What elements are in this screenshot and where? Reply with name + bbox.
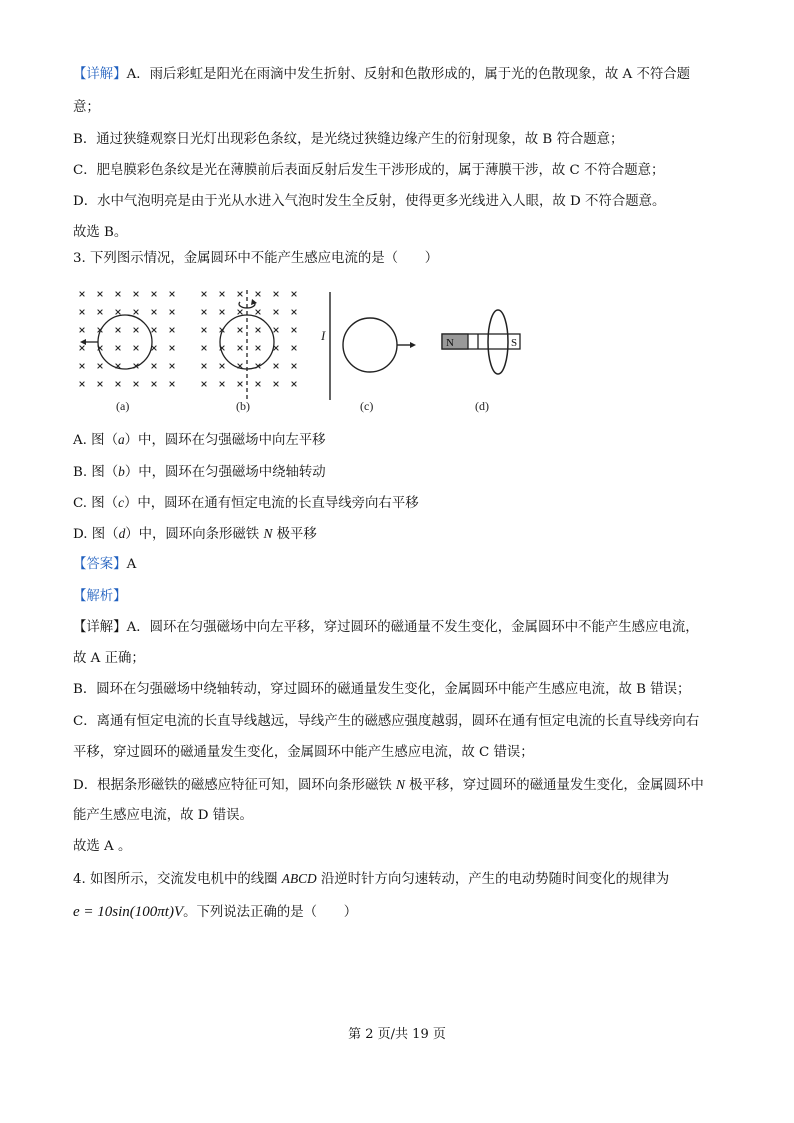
- field-cross-icon: [98, 310, 103, 315]
- field-cross-icon: [134, 346, 139, 351]
- figure-a: [80, 292, 175, 387]
- q3-explain-d-cont: 能产生感应电流，故 D 错误。: [73, 808, 253, 823]
- q4-stem: 4. 如图所示，交流发电机中的线圈 ABCD 沿逆时针方向匀速转动，产生的电动势随时间变化的规律为: [73, 871, 670, 887]
- field-cross-icon: [292, 292, 297, 297]
- field-cross-icon: [152, 310, 157, 315]
- field-cross-icon: [152, 382, 157, 387]
- field-cross-icon: [220, 310, 225, 315]
- arrow-head-a: [80, 339, 86, 345]
- q3-option-b: B. 图（b）中，圆环在匀强磁场中绕轴转动: [73, 464, 326, 480]
- field-cross-icon: [274, 346, 279, 351]
- field-cross-icon: [202, 310, 207, 315]
- field-cross-icon: [170, 310, 175, 315]
- field-cross-icon: [292, 346, 297, 351]
- q3-explain-b: B．圆环在匀强磁场中绕轴转动，穿过圆环的磁通量发生变化，金属圆环中能产生感应电流，故 B 错误；: [73, 682, 691, 697]
- answer-tag: 【答案】: [73, 557, 127, 572]
- field-cross-icon: [152, 346, 157, 351]
- q3-explain-a-cont: 故 A 正确；: [73, 651, 145, 666]
- field-cross-icon: [274, 310, 279, 315]
- field-cross-icon: [152, 364, 157, 369]
- q3-explain-c-cont: 平移，穿过圆环的磁通量发生变化，金属圆环中能产生感应电流，故 C 错误；: [73, 745, 534, 760]
- rotation-arrow-head: [251, 299, 257, 305]
- field-cross-icon: [292, 310, 297, 315]
- field-cross-icon: [80, 382, 85, 387]
- field-cross-icon: [80, 292, 85, 297]
- field-cross-icon: [292, 364, 297, 369]
- field-cross-icon: [170, 346, 175, 351]
- field-cross-icon: [80, 328, 85, 333]
- figure-c: [320, 292, 416, 400]
- field-cross-icon: [80, 364, 85, 369]
- field-cross-icon: [98, 382, 103, 387]
- q2-explain-c: C．肥皂膜彩色条纹是光在薄膜前后表面反射后发生干涉形成的，属于薄膜干涉，故 C 不符合题意；: [73, 163, 665, 178]
- field-cross-icon: [202, 346, 207, 351]
- field-cross-icon: [116, 328, 121, 333]
- magnet-s-label: S: [511, 337, 518, 349]
- field-cross-icon: [274, 382, 279, 387]
- q3-explain-c: C．离通有恒定电流的长直导线越远，导线产生的磁感应强度越弱，圆环在通有恒定电流的长直导线旁向右: [73, 714, 700, 729]
- q2-explain-a-cont: 意；: [73, 100, 100, 115]
- field-cross-icon: [256, 382, 261, 387]
- field-cross-icon: [256, 310, 261, 315]
- field-cross-icon: [202, 382, 207, 387]
- q2-choice: 故选 B。: [73, 225, 128, 240]
- q3-explain-a: 【详解】A．圆环在匀强磁场中向左平移，穿过圆环的磁通量不发生变化，金属圆环中不能产生感应电流，: [73, 620, 699, 635]
- field-cross-icon: [116, 292, 121, 297]
- field-cross-icon: [170, 292, 175, 297]
- figure-d: [442, 310, 520, 374]
- label-a: (a): [116, 399, 130, 413]
- field-cross-icon: [152, 328, 157, 333]
- q3-choice: 故选 A 。: [73, 839, 132, 854]
- field-cross-icon: [238, 382, 243, 387]
- field-cross-icon: [80, 346, 85, 351]
- label-b: (b): [236, 399, 250, 413]
- field-cross-icon: [134, 382, 139, 387]
- field-cross-icon: [170, 382, 175, 387]
- field-cross-icon: [116, 310, 121, 315]
- field-cross-icon: [292, 328, 297, 333]
- magnet-n-label: N: [446, 337, 454, 349]
- field-cross-icon: [220, 292, 225, 297]
- field-cross-icon: [202, 364, 207, 369]
- figure-b: [202, 290, 297, 400]
- field-cross-icon: [98, 364, 103, 369]
- field-cross-icon: [238, 292, 243, 297]
- q3-explain-d: D．根据条形磁铁的磁感应特征可知，圆环向条形磁铁 N 极平移，穿过圆环的磁通量发生变化，金属圆环中: [73, 777, 704, 793]
- q4-stem-cont: e = 10sin(100πt)V。下列说法正确的是（ ）: [73, 904, 358, 920]
- q3-analysis-tag: 【解析】: [73, 589, 127, 604]
- ring-c: [343, 318, 397, 372]
- label-c: (c): [360, 399, 374, 413]
- field-cross-icon: [256, 328, 261, 333]
- field-cross-icon: [220, 364, 225, 369]
- field-cross-icon: [116, 382, 121, 387]
- field-cross-icon: [274, 364, 279, 369]
- field-cross-icon: [170, 364, 175, 369]
- q3-stem: 3. 下列图示情况，金属圆环中不能产生感应电流的是（ ）: [73, 251, 439, 266]
- field-cross-icon: [202, 328, 207, 333]
- q3-answer: 【答案】A: [73, 557, 137, 572]
- field-cross-icon: [134, 292, 139, 297]
- q3-figure: [70, 282, 530, 417]
- field-cross-icon: [238, 346, 243, 351]
- q2-explain-b: B．通过狭缝观察日光灯出现彩色条纹，是光绕过狭缝边缘产生的衍射现象，故 B 符合题意；: [73, 132, 624, 147]
- field-cross-icon: [80, 310, 85, 315]
- q2-explain-d: D．水中气泡明亮是由于光从水进入气泡时发生全反射，使得更多光线进入人眼，故 D 不符合题意。: [73, 194, 666, 209]
- q3-option-a: A. 图（a）中，圆环在匀强磁场中向左平移: [73, 432, 326, 448]
- page-footer: 第 2 页/共 19 页: [348, 1027, 446, 1042]
- arrow-head-c: [410, 342, 416, 348]
- q4-formula: e = 10sin(100πt)V: [73, 904, 184, 920]
- field-cross-icon: [274, 328, 279, 333]
- field-cross-icon: [274, 292, 279, 297]
- field-cross-icon: [238, 310, 243, 315]
- field-cross-icon: [170, 328, 175, 333]
- field-cross-icon: [292, 382, 297, 387]
- field-cross-icon: [134, 310, 139, 315]
- field-cross-icon: [152, 292, 157, 297]
- q3-option-d: D. 图（d）中，圆环向条形磁铁 N 极平移: [73, 526, 317, 542]
- field-cross-icon: [134, 328, 139, 333]
- field-cross-icon: [220, 382, 225, 387]
- field-cross-icon: [256, 346, 261, 351]
- field-cross-icon: [256, 292, 261, 297]
- field-cross-icon: [116, 346, 121, 351]
- q2-explain-a: 【详解】A．雨后彩虹是阳光在雨滴中发生折射、反射和色散形成的，属于光的色散现象，故 A 不符合题: [73, 67, 691, 82]
- field-cross-icon: [202, 292, 207, 297]
- detail-tag: 【详解】: [73, 67, 127, 82]
- ring-a: [98, 315, 152, 369]
- current-label: I: [321, 328, 326, 343]
- q3-option-c: C. 图（c）中，圆环在通有恒定电流的长直导线旁向右平移: [73, 495, 419, 511]
- field-cross-icon: [98, 292, 103, 297]
- field-cross-icon: [238, 328, 243, 333]
- label-d: (d): [475, 399, 489, 413]
